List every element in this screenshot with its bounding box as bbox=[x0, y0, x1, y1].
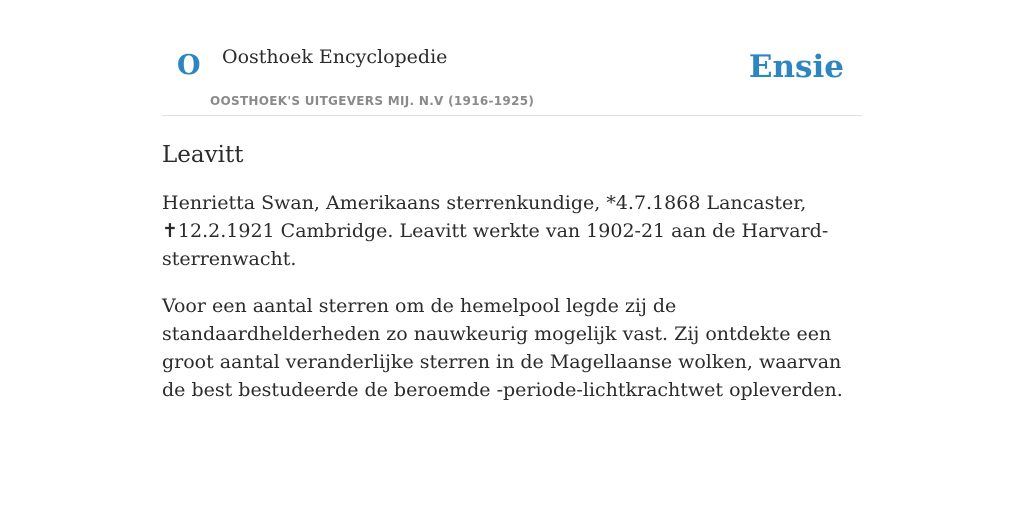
article bbox=[162, 141, 862, 404]
encyclopedia-header bbox=[162, 0, 862, 116]
article-title: Leavitt bbox=[162, 142, 244, 168]
encyclopedia-title-link[interactable]: Oosthoek Encyclopedie bbox=[222, 46, 448, 68]
publisher-label: OOSTHOEK'S UITGEVERS MIJ. N.V (1916-1925) bbox=[210, 94, 535, 108]
encyclopedia-logo[interactable]: O bbox=[177, 50, 201, 81]
article-paragraph: Voor een aantal sterren om de hemelpool legde zij de standaardhelderheden zo nauwkeurig mogelijk vast. Zij ontdekte een groot aantal veranderlijke sterren in de Magellaanse wolken, waarvan de best bestudeerde de beroemde -periode-lichtkrachtwet opleverden. bbox=[162, 294, 843, 401]
ensie-logo-link[interactable]: Ensie bbox=[748, 49, 844, 85]
article-paragraph: Henrietta Swan, Amerikaans sterrenkundige, *4.7.1868 Lancaster, ✝12.2.1921 Cambridge. Leavitt werkte van 1902-21 aan de Harvard-sterrenwacht. bbox=[162, 191, 829, 270]
page-container bbox=[162, 0, 862, 404]
